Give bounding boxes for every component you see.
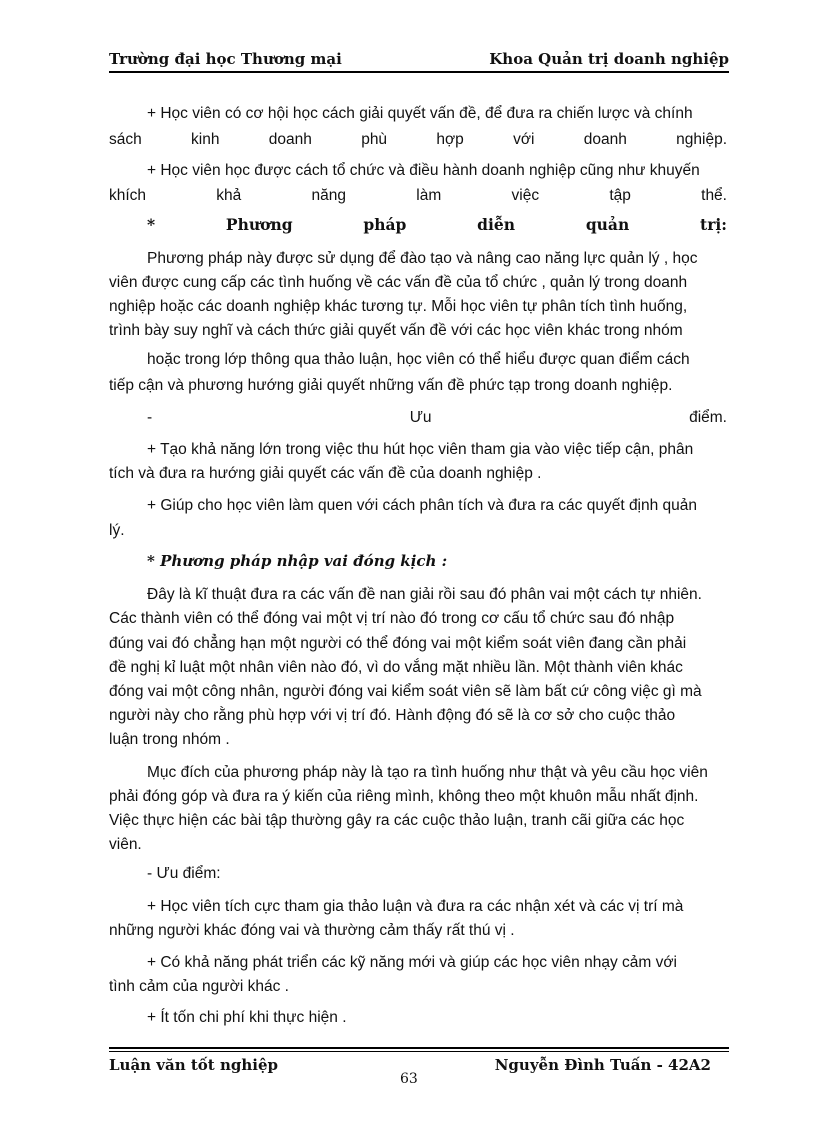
body-line: + Học viên tích cực tham gia thảo luận và đưa ra các nhận xét và các vị trí mà (147, 898, 684, 915)
body-line: người này cho rằng phù hợp với vị trí đó. Hành động đó sẽ là cơ sở cho cuộc thảo (109, 707, 676, 724)
body-line: tình cảm của người khác . (109, 978, 289, 995)
body-line: khích khả năng làm việc tập thể. (109, 187, 727, 204)
body-line: nghiệp hoặc các doanh nghiệp khác tương tự. Mỗi học viên tự phân tích tình huống, (109, 298, 688, 315)
body-line: luận trong nhóm . (109, 731, 230, 748)
footer-rule (109, 1047, 729, 1049)
body-line: những người khác đóng vai và thường cảm thấy rất thú vị . (109, 922, 515, 939)
body-line: viên. (109, 836, 142, 853)
section-heading: * Phương pháp diễn quản trị: (147, 215, 727, 234)
body-line: tiếp cận và phương hướng giải quyết những vấn đề phức tạp trong doanh nghiệp. (109, 377, 673, 394)
body-line: hoặc trong lớp thông qua thảo luận, học viên có thể hiểu được quan điểm cách (147, 351, 690, 368)
body-line: lý. (109, 522, 125, 539)
body-line: Các thành viên có thể đóng vai một vị trí nào đó trong cơ cấu tổ chức sau đó nhập (109, 610, 675, 627)
body-line: đóng vai một công nhân, người đóng vai kiểm soát viên sẽ làm bất cứ công việc gì mà (109, 683, 702, 700)
body-line: viên được cung cấp các tình huống về các vấn đề của tổ chức , quản lý trong doanh (109, 274, 688, 291)
body-line: + Ít tốn chi phí khi thực hiện . (147, 1009, 347, 1026)
body-line: Phương pháp này được sử dụng để đào tạo và nâng cao năng lực quản lý , học (147, 250, 698, 267)
page-header (109, 50, 729, 70)
footer-author: Nguyễn Đình Tuấn - 42A2 (494, 1056, 711, 1074)
header-rule (109, 71, 729, 73)
body-line: phải đóng góp và đưa ra ý kiến của riêng mình, không theo một khuôn mẫu nhất định. (109, 788, 699, 805)
page-footer (109, 1056, 729, 1076)
page-number: 63 (400, 1071, 418, 1087)
body-line: - Ưu điểm: (147, 865, 221, 882)
body-line: + Học viên có cơ hội học cách giải quyết vấn đề, để đưa ra chiến lược và chính (147, 105, 693, 122)
body-line: đề nghị kỉ luật một nhân viên nào đó, vì do vắng mặt nhiều lần. Một thành viên khác (109, 659, 683, 676)
body-line: + Có khả năng phát triển các kỹ năng mới và giúp các học viên nhạy cảm với (147, 954, 677, 971)
header-faculty: Khoa Quản trị doanh nghiệp (489, 50, 729, 68)
body-line: trình bày suy nghĩ và cách thức giải quyết vấn đề với các học viên khác trong nhóm (109, 322, 683, 339)
footer-thesis-label: Luận văn tốt nghiệp (109, 1056, 278, 1074)
body-line: đúng vai đó chẳng hạn một người có thể đóng vai một kiểm soát viên đang cần phải (109, 635, 687, 652)
body-line: + Giúp cho học viên làm quen với cách phân tích và đưa ra các quyết định quản (147, 497, 698, 514)
body-line: + Tạo khả năng lớn trong việc thu hút học viên tham gia vào việc tiếp cận, phân (147, 441, 694, 458)
body-line: Đây là kĩ thuật đưa ra các vấn đề nan giải rồi sau đó phân vai một cách tự nhiên. (147, 586, 702, 603)
body-line: + Học viên học được cách tổ chức và điều hành doanh nghiệp cũng như khuyến (147, 162, 700, 179)
body-line: Mục đích của phương pháp này là tạo ra tình huống như thật và yêu cầu học viên (147, 764, 708, 781)
body-line: - Ưu điểm. (147, 409, 727, 426)
body-line: Việc thực hiện các bài tập thường gây ra các cuộc thảo luận, tranh cãi giữa các học (109, 812, 685, 829)
header-university: Trường đại học Thương mại (109, 50, 342, 68)
body-line: sách kinh doanh phù hợp với doanh nghiệp. (109, 131, 727, 148)
footer-rule (109, 1051, 729, 1052)
section-heading: * Phương pháp nhập vai đóng kịch : (147, 552, 448, 570)
body-line: tích và đưa ra hướng giải quyết các vấn đề của doanh nghiệp . (109, 465, 542, 482)
